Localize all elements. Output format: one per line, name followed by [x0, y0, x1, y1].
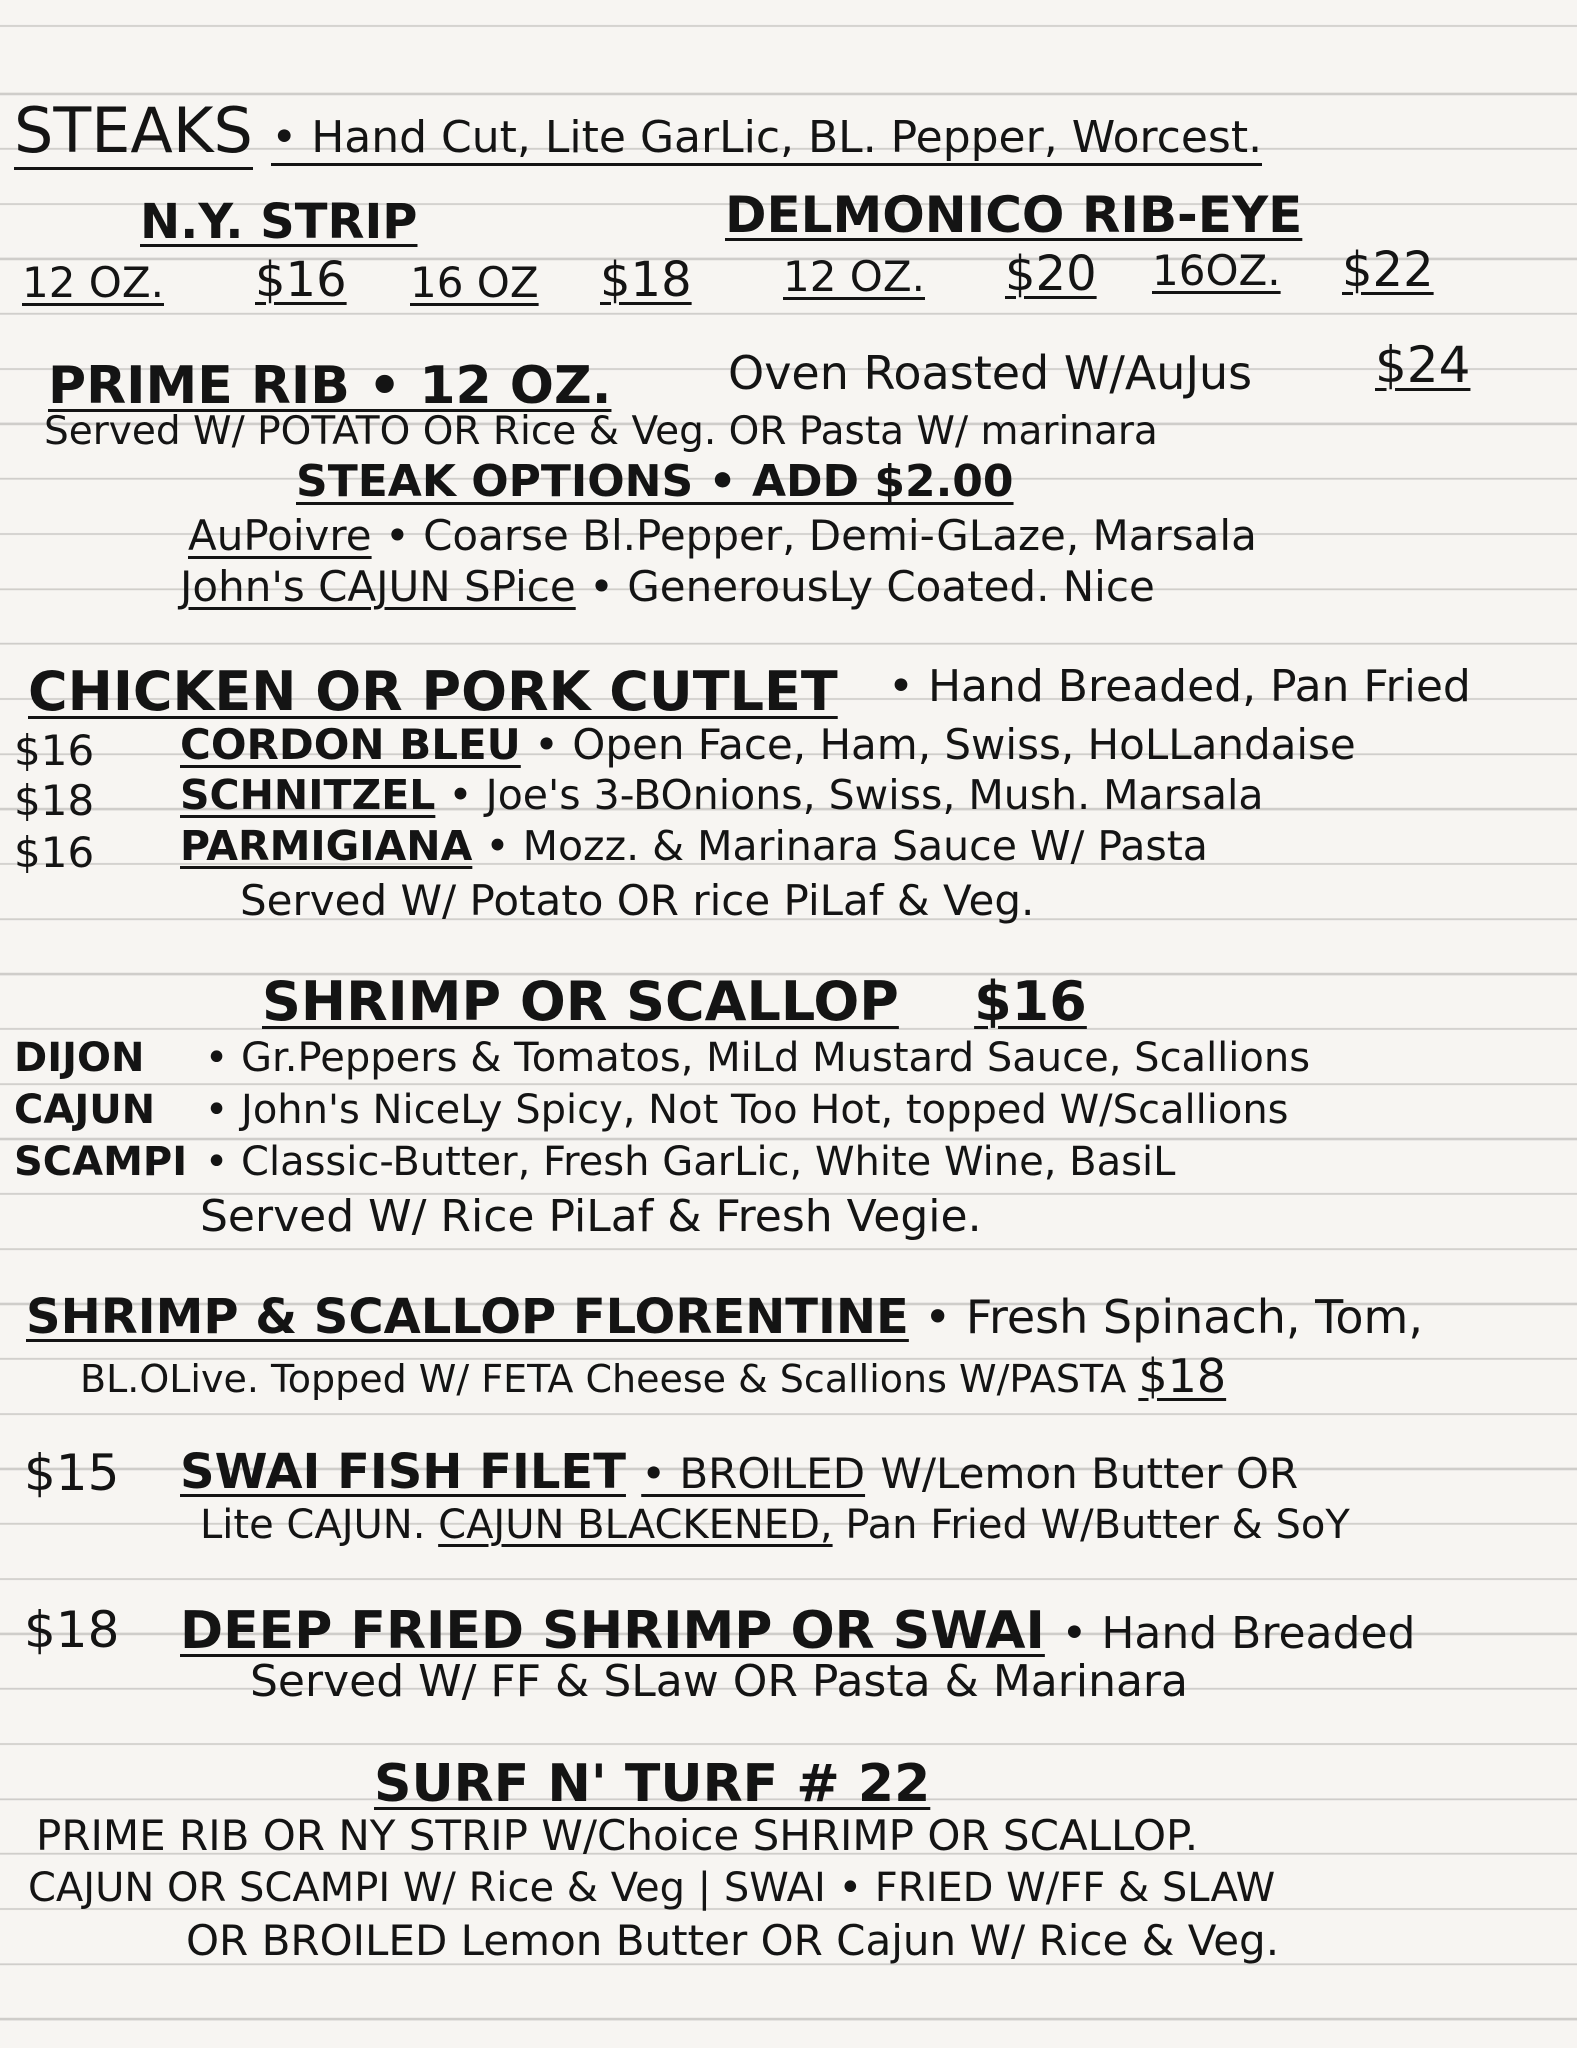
swai-cajun-blackened: CAJUN BLACKENED,: [438, 1502, 833, 1548]
delmonico-price-12: $20: [1005, 246, 1097, 302]
au-poivre-name: AuPoivre: [188, 511, 372, 560]
prime-rib-title: PRIME RIB • 12 OZ.: [48, 356, 612, 416]
shrimp-title: SHRIMP OR SCALLOP: [262, 970, 899, 1033]
surf-turf-title: SURF N' TURF # 22: [374, 1754, 931, 1814]
swai-name: SWAI FISH FILET: [180, 1444, 626, 1500]
swai-pan-fried: Pan Fried W/Butter & SoY: [845, 1502, 1350, 1548]
prime-rib-price: $24: [1375, 336, 1471, 394]
swai-line-2: [200, 1502, 1350, 1548]
scampi-description: • Classic-Butter, Fresh GarLic, White Wine, BasiL: [204, 1139, 1176, 1185]
swai-lite-cajun: Lite CAJUN.: [200, 1502, 426, 1548]
delmonico-size-12: 12 OZ.: [783, 252, 925, 301]
cordon-bleu-name: CORDON BLEU: [180, 720, 521, 769]
florentine-description: • Fresh Spinach, Tom,: [924, 1290, 1423, 1344]
cajun-name: CAJUN: [14, 1087, 156, 1133]
shrimp-price: $16: [974, 970, 1087, 1033]
parmigiana-description: • Mozz. & Marinara Sauce W/ Pasta: [485, 822, 1208, 870]
florentine-row: [26, 1289, 1423, 1345]
swai-broiled: • BROILED: [641, 1449, 866, 1498]
schnitzel-row: [180, 771, 1264, 819]
florentine-line-2: [80, 1349, 1227, 1403]
swai-row: [180, 1444, 1299, 1500]
florentine-price: $18: [1138, 1349, 1227, 1403]
deep-fried-description: • Hand Breaded: [1061, 1608, 1416, 1659]
ny-strip-price-16: $18: [600, 252, 692, 308]
scampi-name: SCAMPI: [14, 1139, 188, 1185]
florentine-title: SHRIMP & SCALLOP FLORENTINE: [26, 1289, 909, 1345]
deep-fried-name: DEEP FRIED SHRIMP OR SWAI: [180, 1601, 1045, 1661]
shrimp-header: [262, 970, 1087, 1033]
scampi-row: [14, 1139, 1176, 1185]
surf-turf-line-1: PRIME RIB OR NY STRIP W/Choice SHRIMP OR SCALLOP.: [36, 1811, 1199, 1860]
dijon-description: • Gr.Peppers & Tomatos, MiLd Mustard Sauce, Scallions: [204, 1035, 1311, 1081]
ny-strip-price-12: $16: [255, 252, 347, 308]
dijon-row: [14, 1035, 1311, 1081]
steaks-description: • Hand Cut, Lite GarLic, BL. Pepper, Worcest.: [271, 112, 1262, 166]
schnitzel-price: $18: [14, 776, 95, 825]
delmonico-price-16: $22: [1342, 242, 1434, 298]
parmigiana-name: PARMIGIANA: [180, 822, 473, 870]
schnitzel-description: • Joe's 3-BOnions, Swiss, Mush. Marsala: [448, 771, 1264, 819]
parmigiana-price: $16: [14, 828, 95, 877]
surf-turf-line-3: OR BROILED Lemon Butter OR Cajun W/ Rice & Veg.: [186, 1916, 1280, 1965]
steak-options-title: STEAK OPTIONS • ADD $2.00: [296, 456, 1014, 507]
swai-description: W/Lemon Butter OR: [880, 1449, 1299, 1498]
florentine-detail: BL.OLive. Topped W/ FETA Cheese & Scallions W/PASTA: [80, 1357, 1127, 1401]
prime-rib-served: Served W/ POTATO OR Rice & Veg. OR Pasta W/ marinara: [44, 409, 1158, 454]
cordon-bleu-row: [180, 720, 1356, 769]
steak-options-line-2: [180, 562, 1155, 611]
cutlet-description: • Hand Breaded, Pan Fried: [888, 661, 1471, 712]
schnitzel-name: SCHNITZEL: [180, 771, 436, 819]
cajun-description: • John's NiceLy Spicy, Not Too Hot, topped W/Scallions: [204, 1087, 1289, 1133]
ny-strip-name: N.Y. STRIP: [140, 194, 418, 250]
steak-options-line-1: [188, 511, 1257, 560]
surf-turf-line-2: CAJUN OR SCAMPI W/ Rice & Veg | SWAI • FRIED W/FF & SLAW: [28, 1865, 1276, 1911]
swai-price: $15: [24, 1444, 120, 1502]
delmonico-name: DELMONICO RIB-EYE: [725, 186, 1303, 244]
prime-rib-description: Oven Roasted W/AuJus: [728, 346, 1253, 400]
ny-strip-size-12: 12 OZ.: [22, 258, 164, 307]
deep-fried-served: Served W/ FF & SLaw OR Pasta & Marinara: [250, 1656, 1188, 1707]
deep-fried-row: [180, 1601, 1416, 1661]
parmigiana-row: [180, 822, 1208, 870]
shrimp-price-gap: [918, 970, 956, 1033]
steaks-header: [14, 94, 1514, 167]
steaks-title: STEAKS: [14, 94, 253, 170]
cutlet-served: Served W/ Potato OR rice PiLaf & Veg.: [240, 876, 1035, 925]
cajun-spice-name: John's CAJUN SPice: [180, 562, 576, 611]
cordon-bleu-price: $16: [14, 726, 95, 775]
cajun-row: [14, 1087, 1289, 1133]
deep-fried-price: $18: [24, 1601, 120, 1659]
ny-strip-size-16: 16 OZ: [410, 258, 539, 307]
cordon-bleu-description: • Open Face, Ham, Swiss, HoLLandaise: [534, 720, 1356, 769]
dijon-name: DIJON: [14, 1035, 145, 1081]
shrimp-served: Served W/ Rice PiLaf & Fresh Vegie.: [200, 1191, 982, 1242]
au-poivre-description: • Coarse Bl.Pepper, Demi-GLaze, Marsala: [384, 511, 1257, 560]
delmonico-size-16: 16OZ.: [1152, 246, 1281, 295]
cajun-spice-description: • GenerousLy Coated. Nice: [589, 562, 1155, 611]
cutlet-title: CHICKEN OR PORK CUTLET: [28, 660, 838, 723]
